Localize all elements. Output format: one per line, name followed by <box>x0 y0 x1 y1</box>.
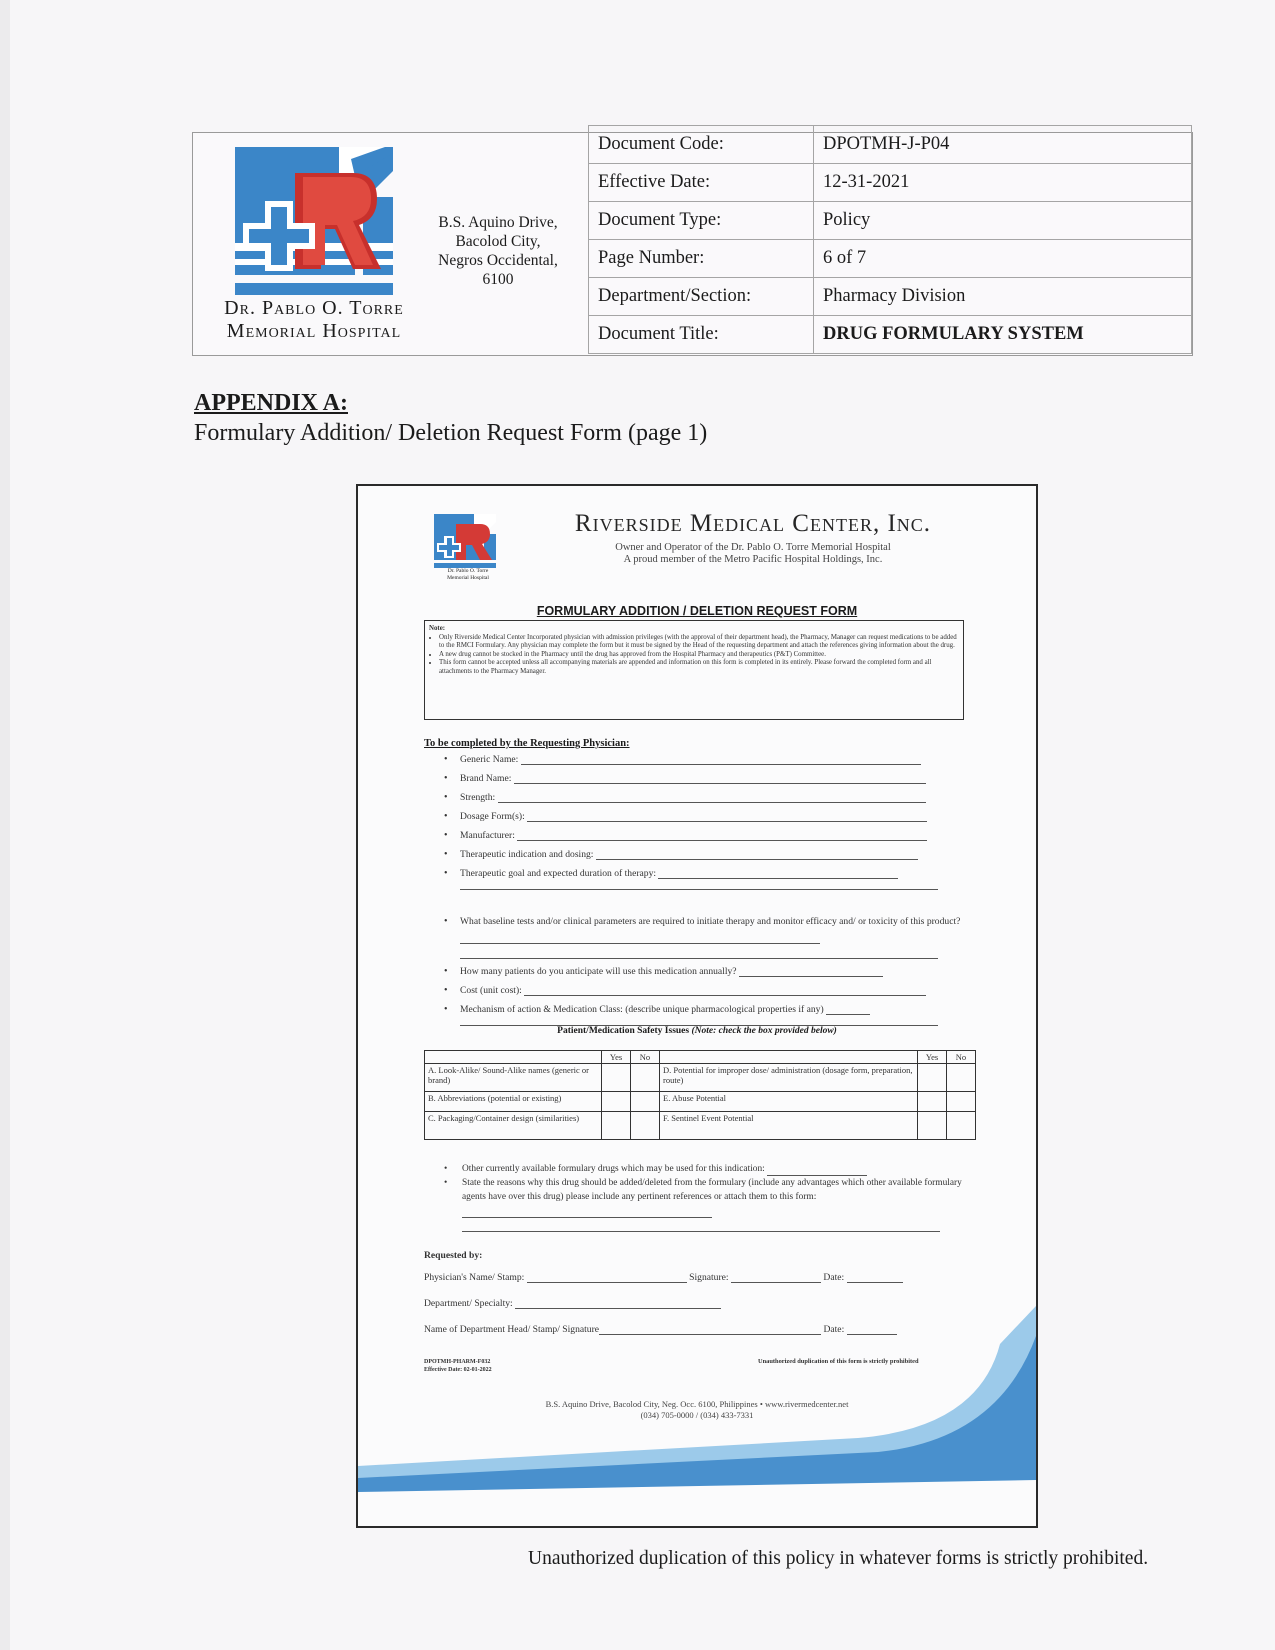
info-row <box>589 126 1192 164</box>
form-field <box>424 966 974 985</box>
field-line <box>517 840 927 841</box>
field-line <box>527 821 927 822</box>
no-header: No <box>631 1051 660 1064</box>
form-logo <box>434 514 496 568</box>
address-line: Negros Occidental, <box>438 252 558 269</box>
form-unauthorized-note: Unauthorized duplication of this form is strictly prohibited <box>758 1358 919 1365</box>
field-label: Mechanism of action & Medication Class: (describe unique pharmacological properties if any) <box>460 1004 824 1015</box>
field-label: Signature: <box>689 1272 729 1283</box>
info-row <box>589 240 1192 278</box>
yes-checkbox <box>602 1112 631 1140</box>
safety-table <box>424 1050 976 1140</box>
form-code <box>424 1358 492 1374</box>
field-label: Therapeutic goal and expected duration of therapy: <box>460 868 657 879</box>
field-label: Manufacturer: <box>460 830 515 841</box>
field-line <box>460 958 938 959</box>
field-label: Date: <box>823 1272 845 1283</box>
safety-issue: D. Potential for improper dose/ administration (dosage form, preparation, route) <box>660 1064 918 1092</box>
safety-issue: B. Abbreviations (potential or existing) <box>425 1092 602 1112</box>
hospital-name <box>199 297 429 343</box>
document-info-table <box>588 125 1192 354</box>
safety-row <box>425 1064 976 1092</box>
form-field <box>424 773 974 792</box>
owner-line: A proud member of the Metro Pacific Hospital Holdings, Inc. <box>623 554 883 565</box>
document-header <box>192 132 1193 356</box>
safety-row <box>425 1092 976 1112</box>
yes-checkbox <box>918 1112 947 1140</box>
no-checkbox <box>947 1064 976 1092</box>
form-field <box>424 985 974 1004</box>
safety-row <box>425 1112 976 1140</box>
form-field <box>424 792 974 811</box>
info-row <box>589 164 1192 202</box>
physician-fields <box>424 754 974 1038</box>
no-header: No <box>947 1051 976 1064</box>
form-code-line: Effective Date: 02-01-2022 <box>424 1367 492 1373</box>
physician-section-label: To be completed by the Requesting Physician: <box>424 738 630 749</box>
yes-header: Yes <box>918 1051 947 1064</box>
policy-disclaimer: Unauthorized duplication of this policy in whatever forms is strictly prohibited. <box>528 1548 1149 1569</box>
field-label: Brand Name: <box>460 773 512 784</box>
note-item: • A new drug cannot be stocked in the Pharmacy until the drug has approved from the Hospital Pharmacy and therapeutics (P&T) Committee. <box>439 651 959 660</box>
form-logo-caption-line: Memorial Hospital <box>447 575 489 581</box>
form-logo-caption-line: Dr. Pablo O. Torre <box>447 568 489 574</box>
safety-issue: F. Sentinel Event Potential <box>660 1112 918 1140</box>
info-value: 6 of 7 <box>814 240 1192 278</box>
safety-title-text: Patient/Medication Safety Issues <box>557 1026 690 1036</box>
appendix-title: APPENDIX A: <box>194 390 348 416</box>
no-checkbox <box>631 1064 660 1092</box>
info-key: Page Number: <box>589 240 814 278</box>
request-form-image <box>356 484 1038 1528</box>
yes-header: Yes <box>602 1051 631 1064</box>
no-checkbox <box>631 1092 660 1112</box>
form-logo-caption <box>428 568 508 582</box>
no-checkbox <box>947 1092 976 1112</box>
field-line <box>462 1231 940 1232</box>
form-field <box>424 811 974 830</box>
field-line <box>739 976 883 977</box>
field-label: Other currently available formulary drugs which may be used for this indication: <box>462 1164 765 1174</box>
address-line: B.S. Aquino Drive, <box>438 214 558 231</box>
field-line <box>514 783 926 784</box>
form-field <box>424 1176 976 1232</box>
page-edge <box>0 0 10 1650</box>
field-line <box>460 943 820 944</box>
field-line <box>460 889 938 890</box>
field-line <box>521 764 921 765</box>
field-line <box>527 1282 687 1283</box>
document-title-value: DRUG FORMULARY SYSTEM <box>814 316 1192 354</box>
form-note-box <box>424 620 964 720</box>
form-field <box>424 914 974 966</box>
field-line <box>596 859 918 860</box>
info-value: DPOTMH-J-P04 <box>814 126 1192 164</box>
form-field <box>424 849 974 868</box>
field-label: Cost (unit cost): <box>460 985 522 996</box>
info-key: Document Type: <box>589 202 814 240</box>
field-label: Physician's Name/ Stamp: <box>424 1272 525 1283</box>
safety-header-row <box>425 1051 976 1064</box>
info-row <box>589 316 1192 354</box>
info-value: Policy <box>814 202 1192 240</box>
footer-address-line: B.S. Aquino Drive, Bacolod City, Neg. Occ. 6100, Philippines • www.rivermedcenter.net <box>545 1399 849 1409</box>
appendix-subtitle: Formulary Addition/ Deletion Request Form (page 1) <box>194 420 708 446</box>
info-key: Effective Date: <box>589 164 814 202</box>
field-label: Therapeutic indication and dosing: <box>460 849 594 860</box>
info-value: Pharmacy Division <box>814 278 1192 316</box>
safety-issue: E. Abuse Potential <box>660 1092 918 1112</box>
form-field <box>424 754 974 773</box>
note-label: Note: <box>429 625 446 632</box>
info-key: Document Title: <box>589 316 814 354</box>
field-label: State the reasons why this drug should be added/deleted from the formulary (include any advantages which other available formulary agents have over this drug) please include any pertinent references or attach them to this form: <box>462 1178 962 1202</box>
hospital-name-line1: Dr. Pablo O. Torre <box>224 297 404 319</box>
field-line <box>498 802 926 803</box>
note-list <box>429 634 959 677</box>
address-line: Bacolod City, <box>455 233 541 250</box>
field-label: Date: <box>823 1324 845 1335</box>
field-label: Generic Name: <box>460 754 519 765</box>
safety-header-blank <box>660 1051 918 1064</box>
yes-checkbox <box>602 1064 631 1092</box>
hospital-logo <box>235 147 393 295</box>
requested-by-label: Requested by: <box>424 1250 483 1261</box>
no-checkbox <box>947 1112 976 1140</box>
info-key: Department/Section: <box>589 278 814 316</box>
header-logo-block <box>193 133 588 355</box>
form-field <box>424 830 974 849</box>
safety-issue: A. Look-Alike/ Sound-Alike names (generic or brand) <box>425 1064 602 1092</box>
safety-title <box>358 1026 1036 1036</box>
field-label: Strength: <box>460 792 496 803</box>
info-key: Document Code: <box>589 126 814 164</box>
yes-checkbox <box>602 1092 631 1112</box>
field-line <box>826 1014 870 1015</box>
note-item: • This form cannot be accepted unless all accompanying materials are appended and information on this form is completed in its entirely. Please forward the completed form and all attachments to the Pharmacy Manager. <box>439 659 959 676</box>
yes-checkbox <box>918 1064 947 1092</box>
footer-phone-line: (034) 705-0000 / (034) 433-7331 <box>640 1410 754 1420</box>
physician-name-row <box>424 1272 903 1283</box>
address-line: 6100 <box>482 271 514 287</box>
field-line <box>847 1282 903 1283</box>
form-code-line: DPOTMH-PHARM-F032 <box>424 1359 491 1365</box>
field-label: Department/ Specialty: <box>424 1298 513 1309</box>
field-label: Dosage Form(s): <box>460 811 525 822</box>
form-title: FORMULARY ADDITION / DELETION REQUEST FORM <box>536 604 858 618</box>
field-label: Name of Department Head/ Stamp/ Signature <box>424 1324 600 1335</box>
safety-issue: C. Packaging/Container design (similarities) <box>425 1112 602 1140</box>
form-field <box>424 1162 976 1176</box>
no-checkbox <box>631 1112 660 1140</box>
field-line <box>462 1217 712 1218</box>
field-line <box>658 878 898 879</box>
safety-header-blank <box>425 1051 602 1064</box>
field-line <box>731 1282 821 1283</box>
field-line <box>524 995 926 996</box>
additional-questions <box>424 1162 976 1232</box>
safety-note: (Note: check the box provided below) <box>691 1026 837 1036</box>
yes-checkbox <box>918 1092 947 1112</box>
form-field <box>424 868 974 906</box>
note-item: • Only Riverside Medical Center Incorporated physician with admission privileges (with the approval of their department head), the Pharmacy, Manager can request medications to be added to the RMCI Formulary. Any physician may complete the form but it must be signed by the Head of the requesting department and attach the references giving information about the drug. <box>439 634 959 651</box>
hospital-address <box>418 213 578 287</box>
field-label: How many patients do you anticipate will use this medication annually? <box>460 966 737 977</box>
form-owner-text <box>503 542 1003 566</box>
field-label: What baseline tests and/or clinical parameters are required to initiate therapy and monitor efficacy and/ or toxicity of this product? <box>460 916 961 927</box>
form-footer-address <box>358 1399 1036 1421</box>
hospital-name-line2: Memorial Hospital <box>226 320 402 342</box>
form-org-name: Riverside Medical Center, Inc. <box>574 510 932 537</box>
info-row <box>589 278 1192 316</box>
info-row <box>589 202 1192 240</box>
info-value: 12-31-2021 <box>814 164 1192 202</box>
owner-line: Owner and Operator of the Dr. Pablo O. Torre Memorial Hospital <box>615 542 891 553</box>
